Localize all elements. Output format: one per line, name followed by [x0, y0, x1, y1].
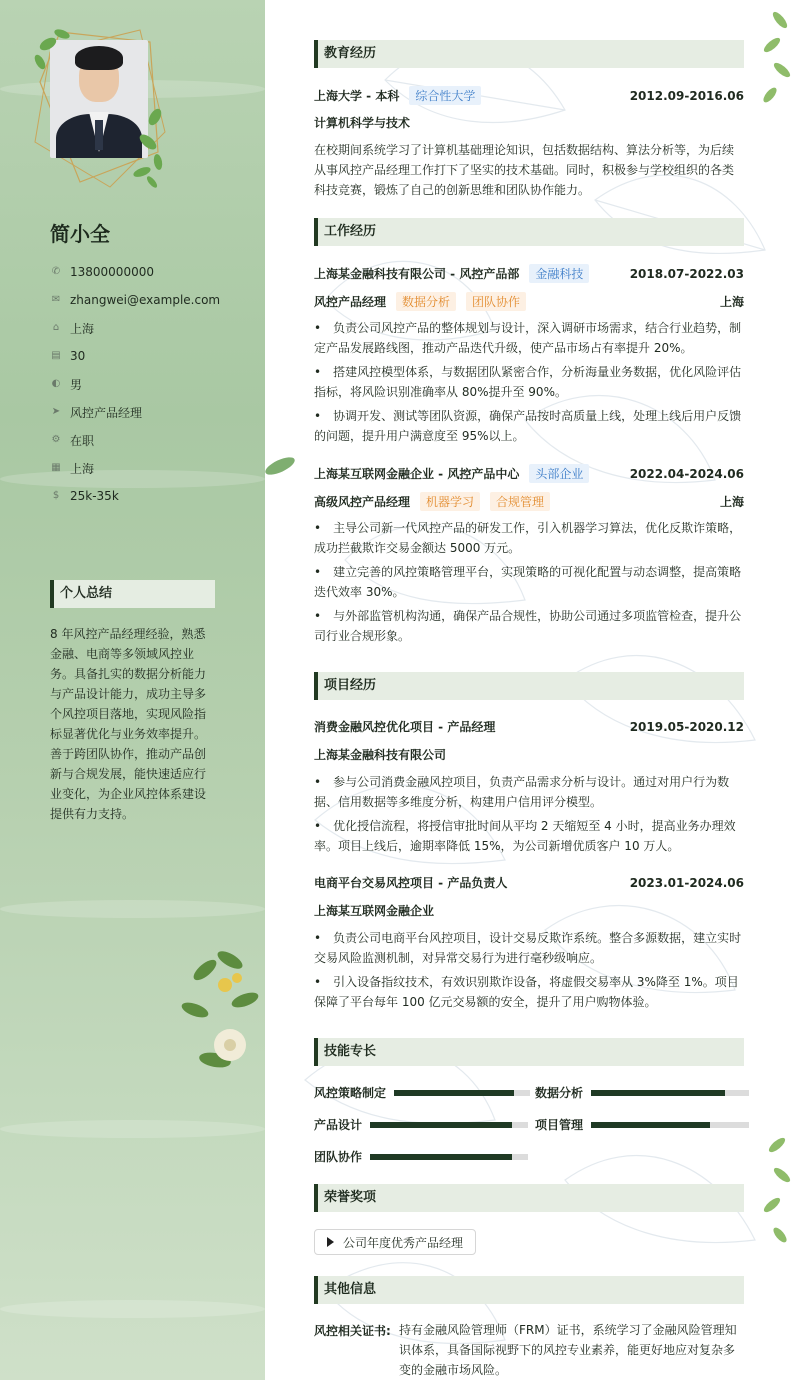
job-tag: 金融科技 — [529, 264, 589, 283]
honor-text: 公司年度优秀产品经理 — [343, 1235, 464, 1250]
info-salary: $ 25k-35k — [50, 482, 220, 510]
skill-name: 产品设计 — [314, 1118, 363, 1132]
project-date: 2019.05-2020.12 — [629, 719, 744, 734]
education-header — [314, 86, 744, 105]
building-icon: ▦ — [51, 462, 61, 473]
branch-decoration-icon — [750, 0, 794, 110]
job-tag: 头部企业 — [529, 464, 589, 483]
send-icon: ➤ — [51, 406, 61, 417]
job-bullet: • 建立完善的风控策略管理平台，实现策略的可视化配置与动态调整，提高策略迭代效率 30%。 — [314, 562, 744, 602]
home-icon: ⌂ — [52, 322, 60, 333]
info-position: ➤ 风控产品经理 — [51, 405, 143, 420]
play-triangle-icon — [327, 1237, 334, 1247]
section-title-skills: 技能专长 — [314, 1038, 744, 1066]
job-subheader — [314, 492, 744, 511]
info-status: ⚙ 在职 — [51, 433, 95, 448]
project-header — [314, 718, 744, 735]
skill-item — [314, 1084, 530, 1101]
salary-icon: $ — [52, 490, 60, 501]
job-header — [314, 264, 744, 283]
job-skill-tag: 合规管理 — [490, 492, 550, 511]
school-tag: 综合性大学 — [409, 86, 481, 105]
certificate-value: 持有金融风险管理师（FRM）证书，系统学习了金融风险管理知识体系，具备国际视野下的风控专业素养，能更好地应对复杂多变的金融市场风险。 — [399, 1323, 737, 1377]
section-title-other: 其他信息 — [314, 1276, 744, 1304]
project-name: 电商平台交易风控项目 - 产品负责人 — [314, 876, 508, 890]
skill-bar-fill — [370, 1122, 512, 1128]
project-bullet: • 引入设备指纹技术，有效识别欺诈设备，将虚假交易率从 3%降至 1%。项目保障了平台每年 100 亿元交易额的安全，提升了用户购物体验。 — [314, 972, 744, 1012]
job-position: 风控产品经理 — [314, 295, 387, 309]
skill-bar-fill — [591, 1090, 725, 1096]
job-company: 上海某互联网金融企业 - 风控产品中心 — [314, 467, 520, 481]
phone-icon: ✆ — [51, 266, 61, 277]
skill-name: 团队协作 — [314, 1150, 363, 1164]
job-position: 高级风控产品经理 — [314, 495, 411, 509]
project-header — [314, 874, 744, 891]
project-name: 消费金融风控优化项目 - 产品经理 — [314, 720, 496, 734]
skill-name: 项目管理 — [535, 1118, 584, 1132]
skill-bar — [591, 1090, 749, 1096]
flower-decoration-icon — [175, 930, 265, 1090]
skill-bar — [394, 1090, 530, 1096]
job-bullet: • 主导公司新一代风控产品的研发工作，引入机器学习算法，优化反欺诈策略，成功拦截欺诈交易金额达 5000 万元。 — [314, 518, 744, 558]
info-location: ⌂ 上海 — [50, 314, 220, 342]
job-bullet: • 负责公司风控产品的整体规划与设计，深入调研市场需求，结合行业趋势，制定产品发展路线图，推动产品迭代升级，使产品市场占有率提升 20%。 — [314, 318, 744, 358]
job-bullet: • 协调开发、测试等团队资源，确保产品按时高质量上线，处理上线后用户反馈的问题，提升用户满意度至 95%以上。 — [314, 406, 744, 446]
job-skill-tag: 机器学习 — [420, 492, 480, 511]
skill-bar — [370, 1122, 528, 1128]
education-major: 计算机科学与技术 — [314, 116, 411, 130]
project-date: 2023.01-2024.06 — [629, 875, 744, 890]
skill-item — [535, 1084, 749, 1101]
summary-text: 8 年风控产品经理经验，熟悉金融、电商等多领域风控业务。具备扎实的数据分析能力与产品设计能力，成功主导多个风控项目落地，实现风险指标显著优化与业务效率提升。善于跨团队协作，推动产品创新与合规发展，能快速适应行业变化，为企业风控体系建设提供有力支持。 — [50, 627, 207, 821]
info-email: ✉ zhangwei@example.com — [51, 293, 221, 307]
skill-item — [535, 1116, 749, 1133]
info-age: ▤ 30 — [51, 349, 86, 363]
leaf-decoration-icon — [262, 452, 298, 480]
honor-item[interactable] — [314, 1229, 476, 1255]
job-city: 上海 — [719, 295, 744, 309]
mail-icon: ✉ — [51, 294, 61, 305]
info-gender: ◐ 男 — [51, 377, 83, 392]
brush-stroke — [0, 1120, 265, 1138]
job-subheader — [314, 292, 744, 311]
education-date: 2012.09-2016.06 — [629, 88, 744, 103]
skill-item — [314, 1148, 528, 1165]
skill-bar — [370, 1154, 528, 1160]
project-bullet: • 优化授信流程，将授信审批时间从平均 2 天缩短至 4 小时，提高业务办理效率。项目上线后，逾期率降低 15%，为公司新增优质客户 10 万人。 — [314, 816, 744, 856]
certificate-label: 风控相关证书: — [314, 1324, 391, 1338]
age-icon: ▤ — [51, 350, 61, 361]
skill-name: 风控策略制定 — [314, 1086, 387, 1100]
profile-name: 简小全 — [50, 222, 110, 246]
education-desc: 在校期间系统学习了计算机基础理论知识，包括数据结构、算法分析等，为后续从事风控产品经理工作打下了坚实的技术基础。同时，积极参与学校组织的各类科技竞赛，锻炼了自己的创新思维和团队协作能力。 — [314, 143, 735, 197]
school-name: 上海大学 - 本科 — [314, 89, 400, 103]
status-icon: ⚙ — [51, 434, 61, 445]
skill-bar-fill — [591, 1122, 710, 1128]
brush-stroke — [0, 900, 265, 918]
branch-decoration-icon — [752, 1130, 794, 1250]
section-title-honors: 荣誉奖项 — [314, 1184, 744, 1212]
photo-frame — [30, 22, 170, 192]
skill-bar — [591, 1122, 749, 1128]
skill-bar-fill — [394, 1090, 514, 1096]
sidebar — [0, 0, 265, 1380]
skill-item — [314, 1116, 528, 1133]
leaf-decoration-icon — [30, 22, 170, 192]
info-city: ▦ 上海 — [51, 461, 95, 476]
job-bullet: • 与外部监管机构沟通，确保产品合规性，协助公司通过多项监管检查，提升公司行业合规形象。 — [314, 606, 744, 646]
project-bullet: • 参与公司消费金融风控项目，负责产品需求分析与设计。通过对用户行为数据、信用数据等多维度分析，构建用户信用评分模型。 — [314, 772, 744, 812]
section-title-projects: 项目经历 — [314, 672, 744, 700]
project-company: 上海某金融科技有限公司 — [314, 748, 447, 762]
job-bullet: • 搭建风控模型体系，与数据团队紧密合作，分析海量业务数据，优化风险评估指标，将风险识别准确率从 80%提升至 90%。 — [314, 362, 744, 402]
job-date: 2018.07-2022.03 — [629, 266, 744, 281]
job-city: 上海 — [719, 495, 744, 509]
info-phone: ✆ 13800000000 — [51, 265, 154, 279]
project-bullet: • 负责公司电商平台风控项目，设计交易反欺诈系统。整合多源数据，建立实时交易风险监测机制，对异常交易行为进行毫秒级响应。 — [314, 928, 744, 968]
skill-name: 数据分析 — [535, 1086, 584, 1100]
job-skill-tag: 数据分析 — [396, 292, 456, 311]
summary-title: 个人总结 — [50, 580, 215, 608]
job-date: 2022.04-2024.06 — [629, 466, 744, 481]
project-company: 上海某互联网金融企业 — [314, 904, 435, 918]
contact-info-list — [50, 258, 220, 510]
skill-bar-fill — [370, 1154, 512, 1160]
job-skill-tag: 团队协作 — [466, 292, 526, 311]
gender-icon: ◐ — [51, 378, 61, 389]
section-title-education: 教育经历 — [314, 40, 744, 68]
brush-stroke — [0, 1300, 265, 1318]
job-company: 上海某金融科技有限公司 - 风控产品部 — [314, 267, 520, 281]
section-title-work: 工作经历 — [314, 218, 744, 246]
job-header — [314, 464, 744, 483]
